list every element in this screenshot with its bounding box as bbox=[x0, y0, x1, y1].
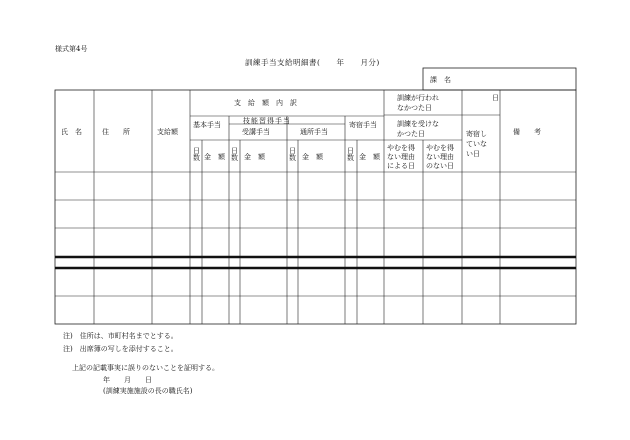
col-commute: 通所手当 bbox=[300, 128, 328, 136]
not-boarding-line1: 寄宿し bbox=[466, 130, 487, 138]
amount-label-basic: 金 額 bbox=[204, 153, 225, 161]
unavoidable-line2: ない理由 bbox=[387, 153, 415, 161]
title-month: 月分) bbox=[360, 58, 380, 67]
certification-text: 上記の記載事実に誤りのないことを証明する。 bbox=[72, 364, 219, 372]
title-year: 年 bbox=[336, 58, 345, 67]
body-row-lines bbox=[55, 200, 576, 296]
amount-label-commute: 金 額 bbox=[302, 153, 323, 161]
not-received-line1: 訓練を受けな bbox=[397, 120, 439, 128]
table-frame bbox=[55, 90, 576, 324]
days-label-boarding: 日数 bbox=[347, 147, 354, 163]
days-label-lecture: 日数 bbox=[231, 147, 238, 163]
col-address: 住 所 bbox=[102, 128, 130, 136]
not-boarding-line2: ていな bbox=[466, 140, 487, 148]
date-line: 年 月 日 bbox=[103, 376, 152, 384]
avoidable-line3: のない日 bbox=[426, 162, 454, 170]
note-address: 注) 住所は、市町村名までとする。 bbox=[63, 332, 178, 340]
course-name-label: 課 名 bbox=[430, 76, 451, 84]
days-label-commute: 日数 bbox=[289, 147, 296, 163]
header-vertical-lines bbox=[94, 90, 500, 324]
group-skill: 技能習得手当 bbox=[243, 117, 291, 125]
unavoidable-line1: やむを得 bbox=[387, 144, 415, 152]
col-remarks: 備 考 bbox=[513, 128, 541, 136]
unavoidable-line3: による日 bbox=[387, 162, 415, 170]
amount-label-boarding: 金 額 bbox=[359, 153, 380, 161]
not-held-line2: なかつた日 bbox=[397, 104, 432, 112]
not-received-line2: かつた日 bbox=[397, 130, 425, 138]
title-prefix: 訓練手当支給明細書( bbox=[245, 58, 321, 67]
not-held-day-unit: 日 bbox=[492, 94, 499, 102]
signature-line: (訓練実施施設の長の職氏名) bbox=[103, 387, 193, 395]
amount-label-lecture: 金 額 bbox=[244, 153, 265, 161]
not-held-line1: 訓練が行われ bbox=[397, 94, 439, 102]
col-payment: 支給額 bbox=[157, 128, 178, 136]
avoidable-line1: やむを得 bbox=[426, 144, 454, 152]
avoidable-line2: ない理由 bbox=[426, 153, 454, 161]
group-breakdown: 支 給 額 内 訳 bbox=[234, 99, 297, 107]
col-name: 氏 名 bbox=[61, 128, 82, 136]
days-label-basic: 日数 bbox=[193, 147, 200, 163]
form-number: 様式第4号 bbox=[55, 45, 88, 53]
col-basic: 基本手当 bbox=[193, 121, 221, 129]
col-lecture: 受講手当 bbox=[242, 128, 270, 136]
note-attendance: 注) 出席簿の写しを添付すること。 bbox=[63, 345, 178, 353]
col-boarding: 寄宿手当 bbox=[349, 121, 377, 129]
not-boarding-line3: い日 bbox=[466, 150, 480, 158]
header-horizontal-lines bbox=[55, 115, 576, 172]
